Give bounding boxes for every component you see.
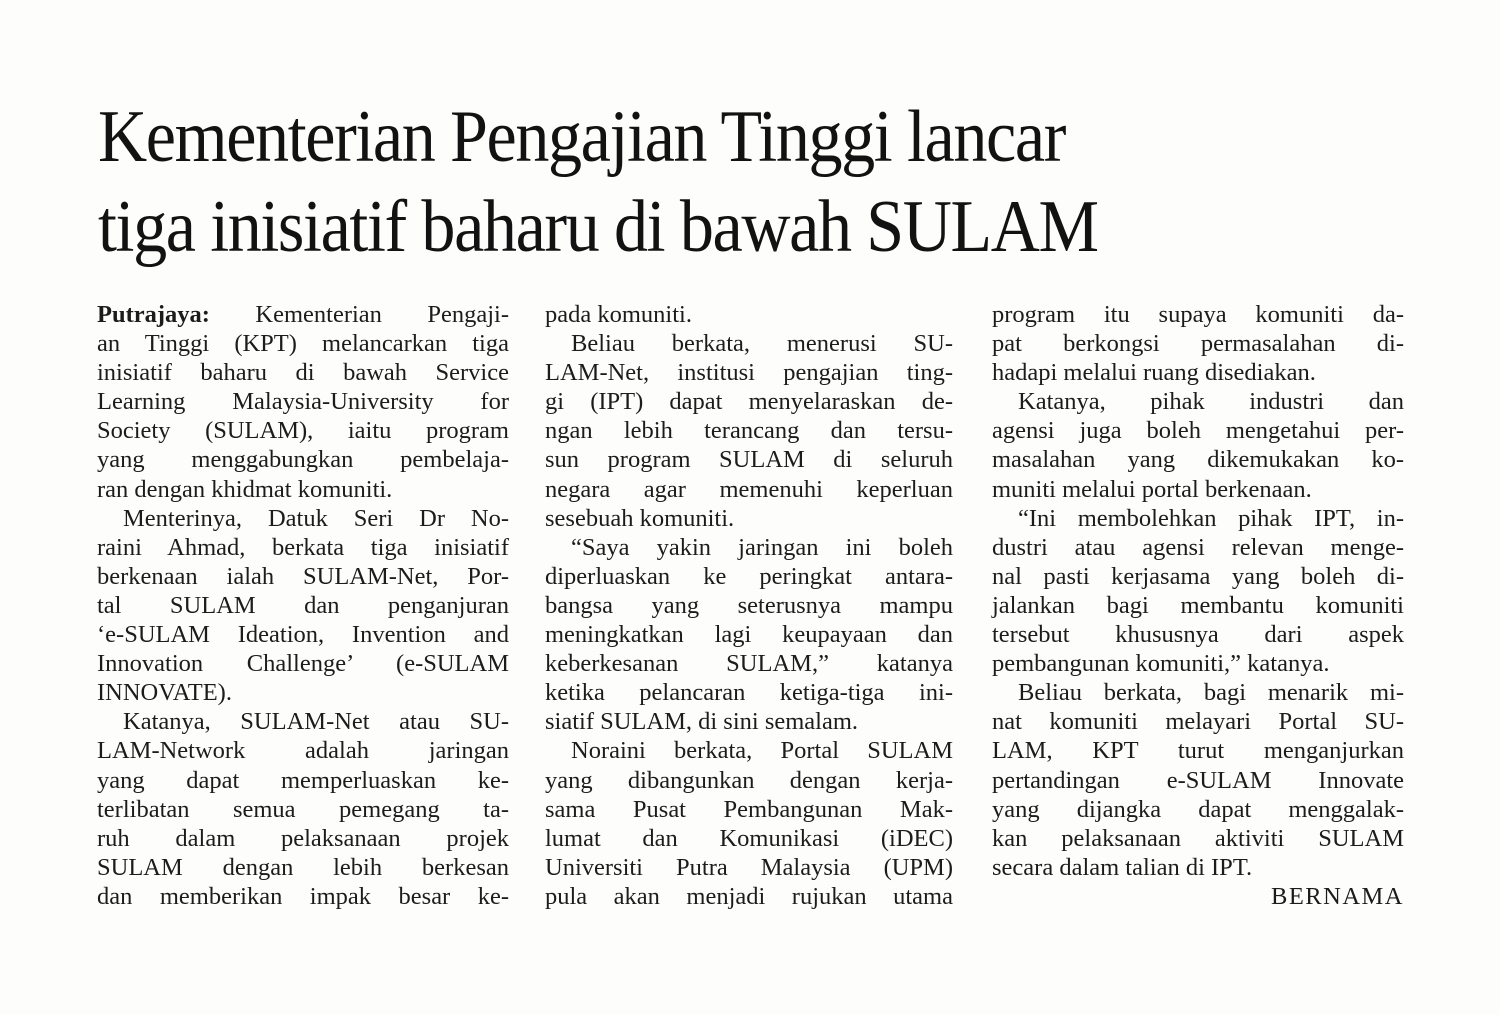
- article-line: hadapi melalui ruang disediakan.: [992, 359, 1316, 387]
- article-line: ruh dalam pelaksanaan projek: [97, 824, 509, 852]
- article-line: dustri atau agensi relevan menge-: [992, 533, 1404, 561]
- article-line: berkenaan ialah SULAM-Net, Por-: [97, 562, 509, 590]
- article-line: Menterinya, Datuk Seri Dr No-: [123, 504, 509, 532]
- article-line: pertandingan e-SULAM Innovate: [992, 766, 1404, 794]
- byline-credit: BERNAMA: [1270, 882, 1404, 910]
- article-line-text: Kementerian Pengaji-: [209, 301, 509, 328]
- article-line: agensi juga boleh mengetahui per-: [992, 417, 1404, 445]
- article-line: lumat dan Komunikasi (iDEC): [545, 824, 953, 852]
- article-line: masalahan yang dikemukakan ko-: [992, 446, 1404, 474]
- article-line: gi (IPT) dapat menyelaraskan de-: [545, 388, 953, 416]
- article-line: meningkatkan lagi keupayaan dan: [545, 621, 953, 649]
- article-line: dan memberikan impak besar ke-: [97, 882, 509, 910]
- article-line: Katanya, pihak industri dan: [1018, 388, 1404, 416]
- article-line: kan pelaksanaan aktiviti SULAM: [992, 824, 1404, 852]
- article-line: LAM-Net, institusi pengajian ting-: [545, 359, 953, 387]
- article-line: Beliau berkata, menerusi SU-: [571, 330, 953, 358]
- article-line: sesebuah komuniti.: [545, 504, 735, 532]
- article-line: Society (SULAM), iaitu program: [97, 417, 509, 445]
- article-line: [97, 300, 509, 329]
- article-line: pat berkongsi permasalahan di-: [992, 330, 1404, 358]
- article-line: LAM, KPT turut menganjurkan: [992, 737, 1404, 765]
- article-line: raini Ahmad, berkata tiga inisiatif: [97, 533, 509, 561]
- article-line: nat komuniti melayari Portal SU-: [992, 708, 1404, 736]
- article-column-1: [97, 300, 509, 911]
- article-line: Beliau berkata, bagi menarik mi-: [1018, 679, 1404, 707]
- article-line: ‘e-SULAM Ideation, Invention and: [97, 621, 509, 649]
- article-line: program itu supaya komuniti da-: [992, 301, 1404, 328]
- article-line: SULAM dengan lebih berkesan: [97, 853, 509, 881]
- headline: [98, 92, 1312, 272]
- article-line: pula akan menjadi rujukan utama: [545, 882, 953, 910]
- article-column-2: [545, 300, 953, 911]
- article-line: tal SULAM dan penganjuran: [97, 591, 509, 619]
- article-line: Learning Malaysia-University for: [97, 388, 509, 416]
- article-line: “Saya yakin jaringan ini boleh: [571, 533, 953, 561]
- article-line: muniti melalui portal berkenaan.: [992, 475, 1312, 503]
- article-line: jalankan bagi membantu komuniti: [992, 591, 1404, 619]
- article-line: nal pasti kerjasama yang boleh di-: [992, 562, 1404, 590]
- article-line: ketika pelancaran ketiga-tiga ini-: [545, 679, 953, 707]
- article-line: secara dalam talian di IPT.: [992, 853, 1253, 881]
- article-column-3: [992, 300, 1404, 911]
- article-line: yang dapat memperluaskan ke-: [97, 766, 509, 794]
- article-line: tersebut khususnya dari aspek: [992, 621, 1404, 649]
- article-line: keberkesanan SULAM,” katanya: [545, 650, 953, 678]
- dateline: Putrajaya:: [97, 301, 210, 328]
- article-line: negara agar memenuhi keperluan: [545, 475, 953, 503]
- article-line: bangsa yang seterusnya mampu: [545, 591, 953, 619]
- article-line: diperluaskan ke peringkat antara-: [545, 562, 953, 590]
- article-line: Noraini berkata, Portal SULAM: [571, 737, 953, 765]
- article-line: an Tinggi (KPT) melancarkan tiga: [97, 330, 509, 358]
- article-line: terlibatan semua pemegang ta-: [97, 795, 509, 823]
- article-line: ran dengan khidmat komuniti.: [97, 475, 393, 503]
- article-line: yang dibangunkan dengan kerja-: [545, 766, 953, 794]
- headline-line-2: tiga inisiatif baharu di bawah SULAM: [98, 186, 1098, 268]
- article-line: Universiti Putra Malaysia (UPM): [545, 853, 953, 881]
- article-line: LAM-Network adalah jaringan: [97, 737, 509, 765]
- article-line: INNOVATE).: [97, 679, 232, 707]
- headline-line-1: Kementerian Pengajian Tinggi lancar: [98, 96, 1065, 178]
- article-line: sama Pusat Pembangunan Mak-: [545, 795, 953, 823]
- article-line: Katanya, SULAM-Net atau SU-: [123, 708, 509, 736]
- article-line: “Ini membolehkan pihak IPT, in-: [1018, 504, 1404, 532]
- article-line: pada komuniti.: [545, 301, 692, 328]
- article-line: yang menggabungkan pembelaja-: [97, 446, 509, 474]
- article-line: yang dijangka dapat menggalak-: [992, 795, 1404, 823]
- article-line: pembangunan komuniti,” katanya.: [992, 650, 1330, 678]
- article-line: Innovation Challenge’ (e-SULAM: [97, 650, 509, 678]
- article-line: ngan lebih terancang dan tersu-: [545, 417, 953, 445]
- article-line: inisiatif baharu di bawah Service: [97, 359, 509, 387]
- article-line: siatif SULAM, di sini semalam.: [545, 708, 859, 736]
- article-line: sun program SULAM di seluruh: [545, 446, 953, 474]
